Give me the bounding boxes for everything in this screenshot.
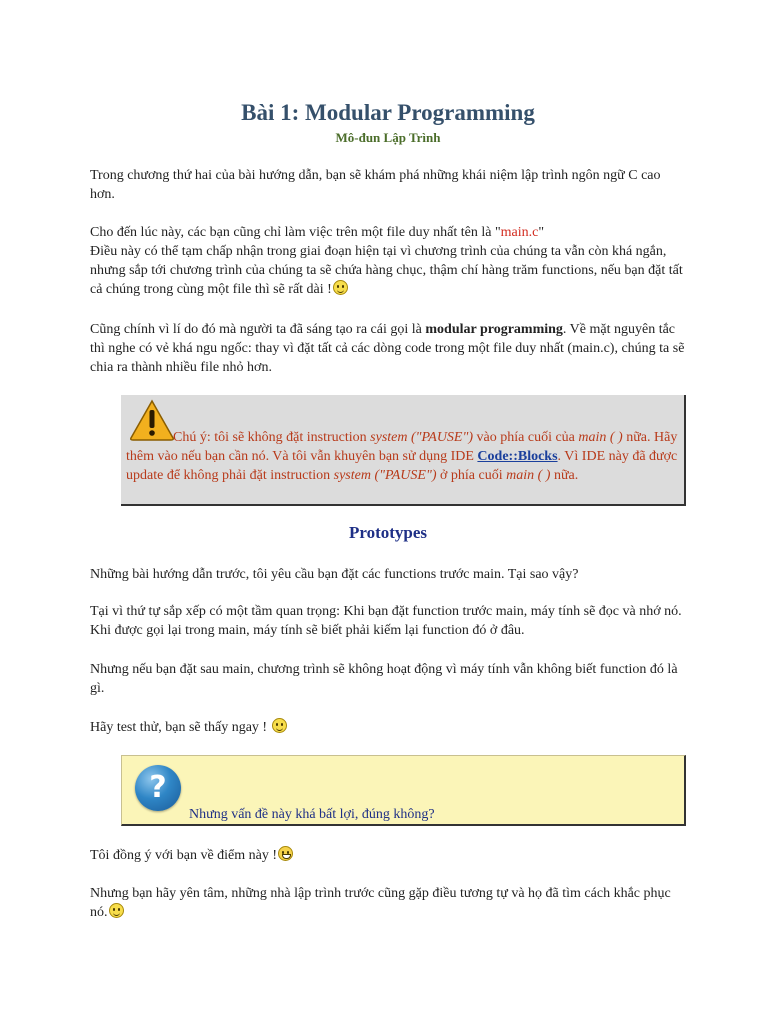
modular-term: modular programming [425,322,563,337]
previous-lessons-text: Những bài hướng dẫn trước, tôi yêu cầu bạn đặt các functions trước main. Tại sao vậy? [90,567,579,582]
wink-smiley-icon [272,718,287,733]
note-code-main-2: main ( ) [506,468,551,483]
modular-lead: Cũng chính vì lí do đó mà người ta đã sáng tạo ra cái gọi là [90,322,426,337]
codeblocks-link[interactable]: Code::Blocks [477,449,558,464]
test-text: Hãy test thử, bạn sẽ thấy ngay ! [90,720,271,735]
file-paragraph-end: " [538,225,545,240]
smiley-icon [333,280,348,295]
order-text: Tại vì thứ tự sắp xếp có một tầm quan trọng: Khi bạn đặt function trước main, máy tính sẽ đọc và nhớ nó. Khi được gọi lại trong main, máy tính sẽ biết phải kiếm lại function đó ở đâu. [90,604,682,638]
reassure-text: Nhưng bạn hãy yên tâm, những nhà lập trình trước cũng gặp điều tương tự và họ đã tìm cách khắc phục nó. [90,886,671,920]
modular-paragraph [90,320,686,377]
note-code-pause-1: system ("PAUSE") [370,430,474,445]
note-text [126,428,681,485]
page-title: Bài 1: Modular Programming [241,100,535,125]
question-box [121,755,686,826]
modular-rest: . Về mặt nguyên tắc thì nghe có vẻ khá ngu ngốc: thay vì đặt tất cả các dòng code trong một file duy nhất (main.c), chúng ta sẽ chia ra thành nhiều file nhỏ hơn. [90,322,685,375]
note-text-10: nữa. [550,468,579,483]
test-paragraph [90,718,686,737]
happy-smiley-icon [109,903,124,918]
file-paragraph-lead: Cho đến lúc này, các bạn cũng chỉ làm việc trên một file duy nhất tên là " [90,225,501,240]
question-icon: ? [135,765,181,811]
note-text-3: vào phía cuối của [473,430,579,445]
long-program-text: Điều này có thể tạm chấp nhận trong giai đoạn hiện tại vì chương trình của chúng ta vẫn còn khá ngắn, nhưng sắp tới chương trình của chúng ta sẽ chứa hàng chục, thậm chí hàng trăm functions, nếu bạn đặt tất cả chúng trong cùng một file thì sẽ rất dài ! [90,244,683,297]
note-text-1: Chú ý: tôi sẽ không đặt instruction [173,430,371,445]
file-paragraph [90,223,686,299]
main-file-name: main.c [500,225,539,240]
grin-smiley-icon [278,846,293,861]
intro-paragraph [90,166,686,204]
intro-text: Trong chương thứ hai của bài hướng dẫn, bạn sẽ khám phá những khái niệm lập trình ngôn ngữ C cao hơn. [90,168,661,202]
prototypes-heading: Prototypes [348,523,428,542]
after-main-paragraph [90,660,686,698]
note-code-pause-2: system ("PAUSE") [333,468,437,483]
note-box [121,395,686,506]
after-main-text: Nhưng nếu bạn đặt sau main, chương trình sẽ không hoạt động vì máy tính vẫn không biết function đó là gì. [90,662,678,696]
reassure-paragraph [90,884,686,922]
note-text-5: nữa. Hãy thêm vào nếu bạn cần nó. Và tôi vẫn khuyên bạn sử dụng IDE [126,430,678,464]
note-text-8: ở phía cuối [436,468,507,483]
agree-paragraph [90,846,686,865]
note-code-main-1: main ( ) [578,430,623,445]
page-subtitle: Mô-đun Lập Trình [335,130,441,145]
note-text-6: . Vì IDE này đã được update để không phải đặt instruction [126,449,678,483]
question-text: Nhưng vấn đề này khá bất lợi, đúng không? [189,807,435,822]
previous-lessons-paragraph [90,565,686,584]
agree-text: Tôi đồng ý với bạn về điểm này ! [90,848,278,863]
order-paragraph [90,602,686,640]
